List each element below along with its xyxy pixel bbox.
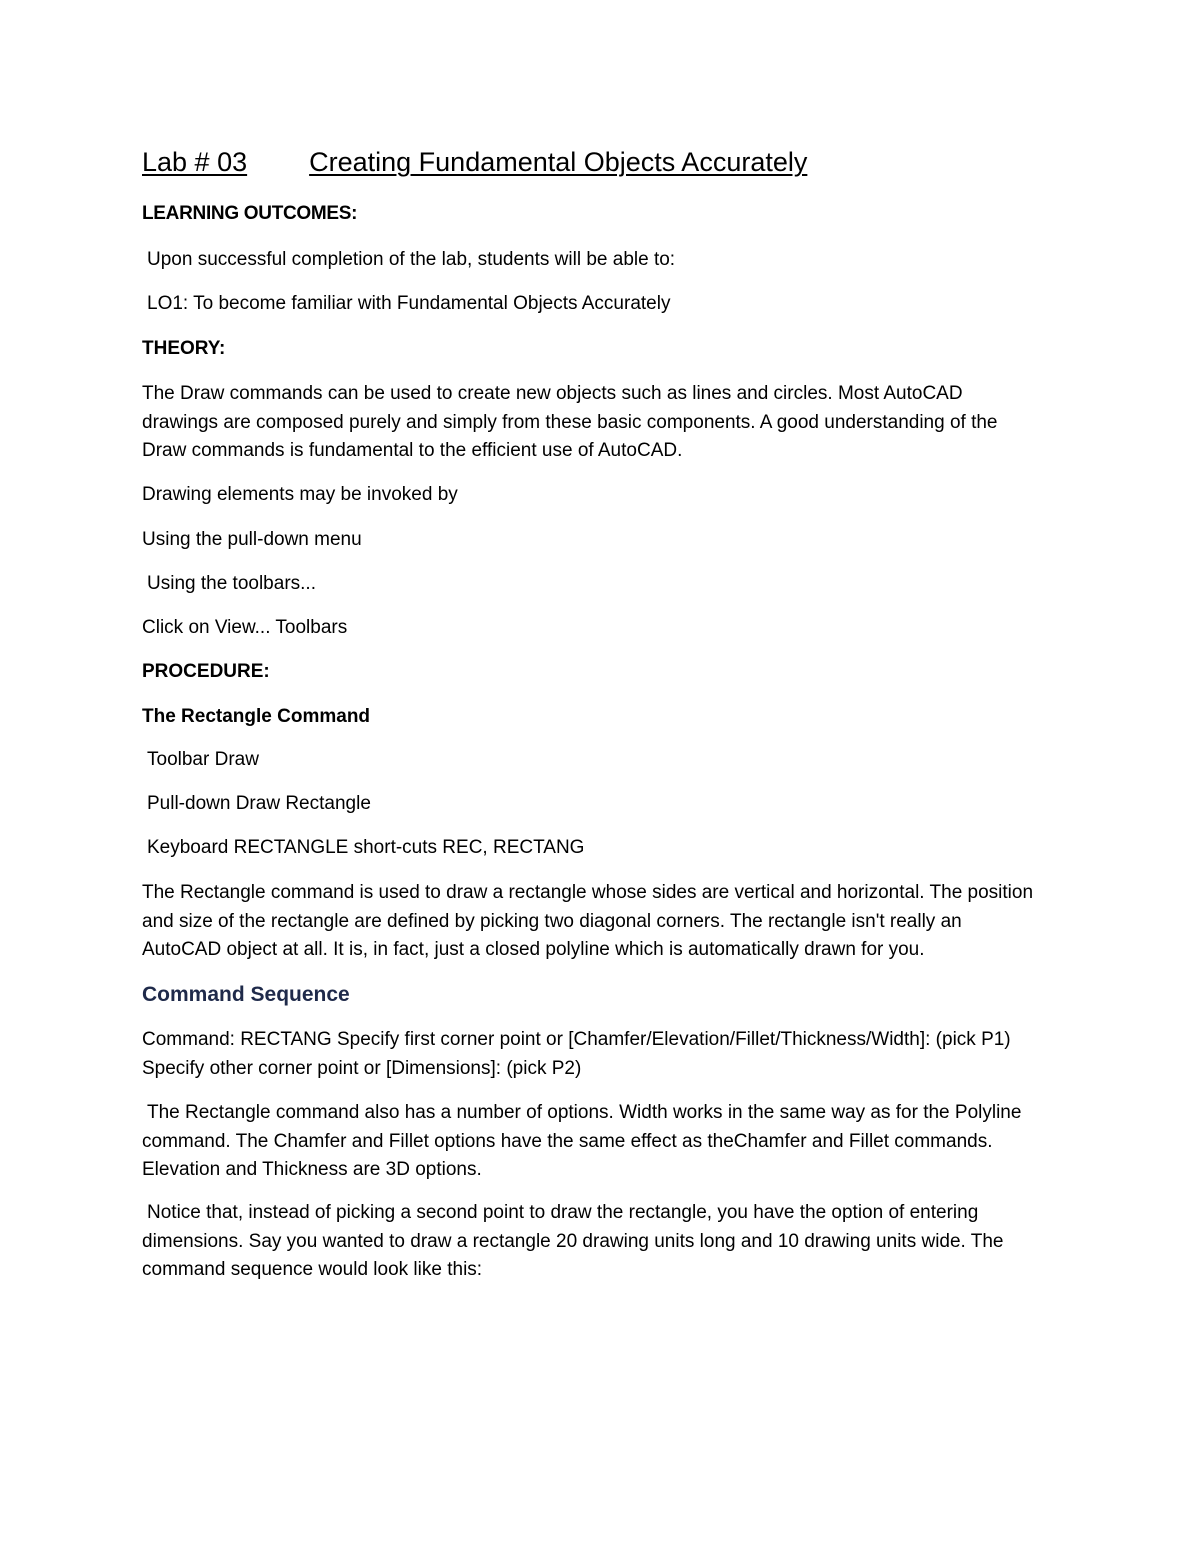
method-pulldown: Using the pull-down menu xyxy=(142,529,362,550)
page-title xyxy=(142,144,807,180)
theory-line: drawings are composed purely and simply from these basic components. A good understanding of the xyxy=(142,411,998,433)
rectangle-command-heading: The Rectangle Command xyxy=(142,706,371,727)
procedure-heading: PROCEDURE: xyxy=(142,661,270,682)
description-line: The Rectangle command is used to draw a rectangle whose sides are vertical and horizontal. The position xyxy=(142,882,1034,903)
options-line: command. The Chamfer and Fillet options have the same effect as theChamfer and Fillet commands. xyxy=(142,1130,993,1152)
description-line: AutoCAD object at all. It is, in fact, just a closed polyline which is automatically drawn for you. xyxy=(142,939,925,960)
learning-outcomes-heading: LEARNING OUTCOMES: xyxy=(142,203,358,224)
notice-line: Notice that, instead of picking a second point to draw the rectangle, you have the option of entering xyxy=(147,1202,979,1223)
options-paragraph xyxy=(142,1099,1077,1185)
notice-line: dimensions. Say you wanted to draw a rectangle 20 drawing units long and 10 drawing units wide. The xyxy=(142,1230,1004,1252)
command-lines xyxy=(142,1026,1072,1083)
access-pulldown: Pull-down Draw Rectangle xyxy=(147,793,371,814)
command-line: Specify other corner point or [Dimensions]: (pick P2) xyxy=(142,1057,582,1079)
notice-line: command sequence would look like this: xyxy=(142,1259,483,1280)
options-line: The Rectangle command also has a number of options. Width works in the same way as for the Polyline xyxy=(147,1102,1022,1123)
learning-outcome-lo1: LO1: To become familiar with Fundamental Objects Accurately xyxy=(147,293,671,314)
method-toolbars: Using the toolbars... xyxy=(147,573,316,594)
notice-paragraph xyxy=(142,1199,1077,1285)
access-toolbar: Toolbar Draw xyxy=(147,749,259,770)
rectangle-description xyxy=(142,879,1072,965)
command-sequence-heading: Command Sequence xyxy=(142,983,350,1006)
lab-title: Creating Fundamental Objects Accurately xyxy=(309,147,808,177)
theory-line: Draw commands is fundamental to the efficient use of AutoCAD. xyxy=(142,440,683,461)
method-view-toolbars: Click on View... Toolbars xyxy=(142,617,348,638)
description-line: and size of the rectangle are defined by picking two diagonal corners. The rectangle isn't really an xyxy=(142,910,962,932)
learning-outcomes-intro: Upon successful completion of the lab, students will be able to: xyxy=(147,249,676,270)
theory-heading: THEORY: xyxy=(142,338,226,359)
theory-paragraph xyxy=(142,380,1072,466)
invoked-by-text: Drawing elements may be invoked by xyxy=(142,484,458,505)
lab-number: Lab # 03 xyxy=(142,147,248,177)
command-line: Command: RECTANG Specify first corner point or [Chamfer/Elevation/Fillet/Thickness/Width]: (pick P1) xyxy=(142,1029,1011,1050)
access-keyboard: Keyboard RECTANGLE short-cuts REC, RECTANG xyxy=(147,837,585,858)
theory-line: The Draw commands can be used to create new objects such as lines and circles. Most AutoCAD xyxy=(142,383,963,404)
options-line: Elevation and Thickness are 3D options. xyxy=(142,1159,482,1180)
